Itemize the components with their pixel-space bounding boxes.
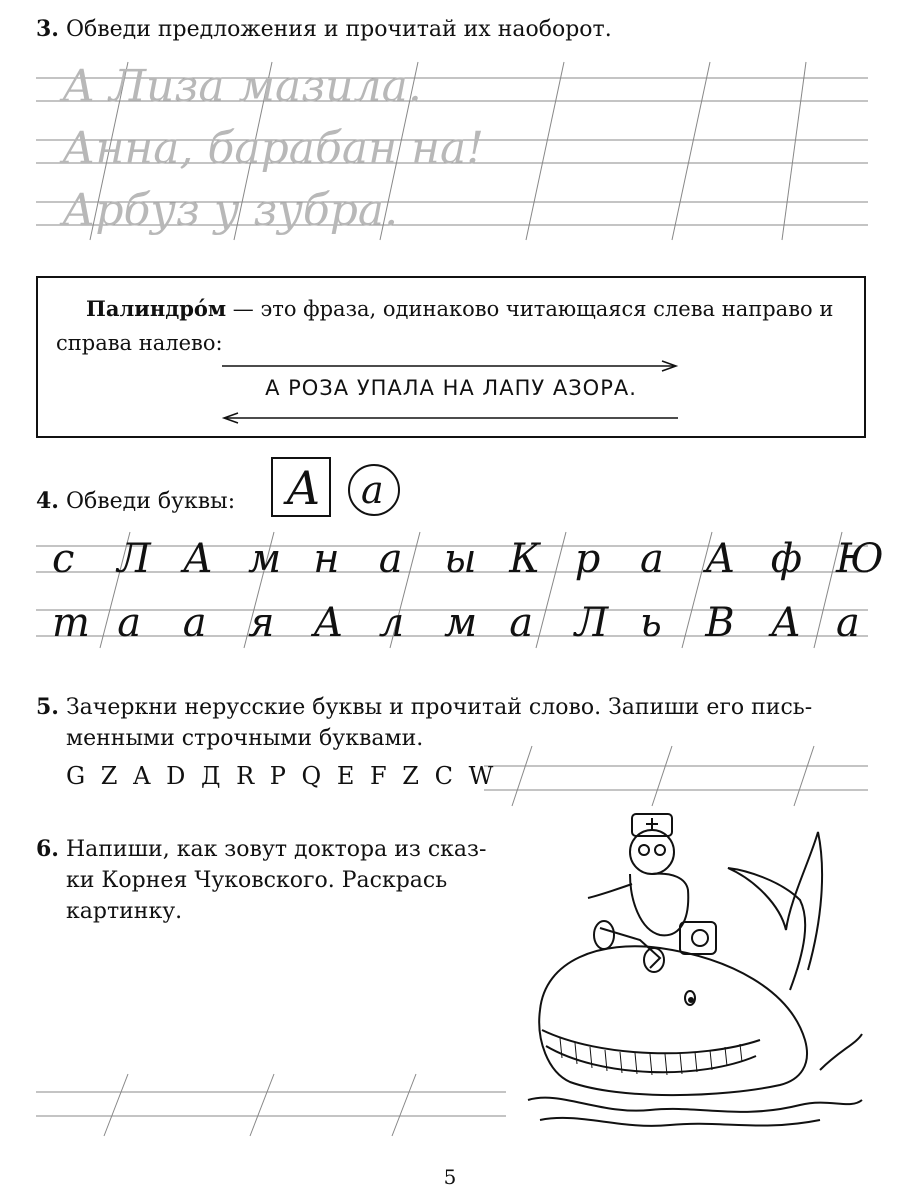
trace-letter[interactable]: я [248,600,275,646]
trace-line-1[interactable]: А Лиза мазила. [62,61,422,112]
trace-letter[interactable]: А [705,536,736,582]
rule-text [56,292,846,360]
task-3-text: Обведи предложения и прочитай их наоборот. [65,17,612,42]
letters-row-1 [52,536,884,582]
task-5-text-line-2: менными строчными буквами. [66,726,424,751]
task-6-text-line-3: картинку. [66,899,183,924]
doctor-glasses-right [655,845,665,855]
trace-letter[interactable]: К [509,536,541,582]
task-6-text-line-1: Напиши, как зовут доктора из сказ- [65,837,487,862]
task-6-ruling [36,1074,506,1136]
trace-letter[interactable]: А [770,600,801,646]
whale-pupil [689,998,693,1002]
trace-letter[interactable]: а [509,600,534,646]
whale-baleen [560,1038,742,1075]
trace-line-3[interactable]: Арбуз у зубра. [62,185,399,236]
whale-doctor-illustration [528,814,862,1126]
trace-letter[interactable]: ы [444,536,477,582]
page-number: 5 [443,1165,457,1189]
letters-row-2 [52,600,860,646]
task-6-heading [36,834,486,865]
doctor-arm-pointing [588,884,632,898]
trace-letter[interactable]: а [640,536,664,582]
trace-letter[interactable]: Л [574,600,609,646]
whale-tail [728,832,822,990]
doctor-bag-emblem [692,930,708,946]
task-3-number: 3. [36,16,59,42]
task-4-number: 4. [36,488,59,514]
trace-letter[interactable]: м [444,600,478,646]
sample-lower-letter: а [361,468,384,512]
doctor-bag [680,922,716,954]
trace-letter[interactable]: с [52,536,75,582]
trace-letter[interactable]: ь [640,600,662,646]
doctor-glasses-left [639,845,649,855]
doctor-shoe-left [594,921,614,949]
task-6-text-line-2: ки Корнея Чуковского. Раскрась [66,868,448,893]
trace-letter[interactable]: т [52,600,90,646]
trace-letter[interactable]: ф [770,536,803,582]
trace-letter[interactable]: В [705,600,735,646]
sample-upper-letter: А [286,461,321,515]
rule-definition: — это фраза, одинаково читающаяся слева направо и справа налево: [56,297,834,355]
task-4-text: Обведи буквы: [65,489,236,514]
trace-letter[interactable]: А [313,600,344,646]
trace-letter[interactable]: л [378,600,405,646]
task-5-letter-sequence[interactable]: G Z A D Д R P Q E F Z C W [66,762,498,790]
palindrome-example: А РОЗА УПАЛА НА ЛАПУ АЗОРА. [265,376,637,400]
trace-letter[interactable]: а [836,600,860,646]
trace-letter[interactable]: Ю [836,536,884,582]
trace-letter[interactable]: а [182,600,207,646]
trace-letter[interactable]: Л [117,536,151,582]
task-5-ruling [484,746,868,806]
task-6-number: 6. [36,836,59,862]
trace-letter[interactable]: а [378,536,403,582]
trace-letter[interactable]: м [248,536,282,582]
rule-term: Палиндро́м [86,296,227,321]
wave-1 [528,1098,862,1112]
task-5-text-line-1: Зачеркни нерусские буквы и прочитай слово. Запиши его пись- [65,695,813,720]
whale-mouth [542,1030,760,1053]
wave-splash [820,1034,862,1070]
trace-line-2[interactable]: Анна, барабан на! [62,123,484,174]
wave-2 [540,1118,820,1126]
trace-letter[interactable]: а [117,600,142,646]
task-5-heading [36,692,812,723]
trace-letter[interactable]: А [182,536,213,582]
task-4-heading [36,486,235,517]
task-5-number: 5. [36,694,59,720]
palindrome-rule-box [36,276,866,438]
trace-letter[interactable]: р [574,536,601,582]
trace-letter[interactable]: н [313,536,340,582]
